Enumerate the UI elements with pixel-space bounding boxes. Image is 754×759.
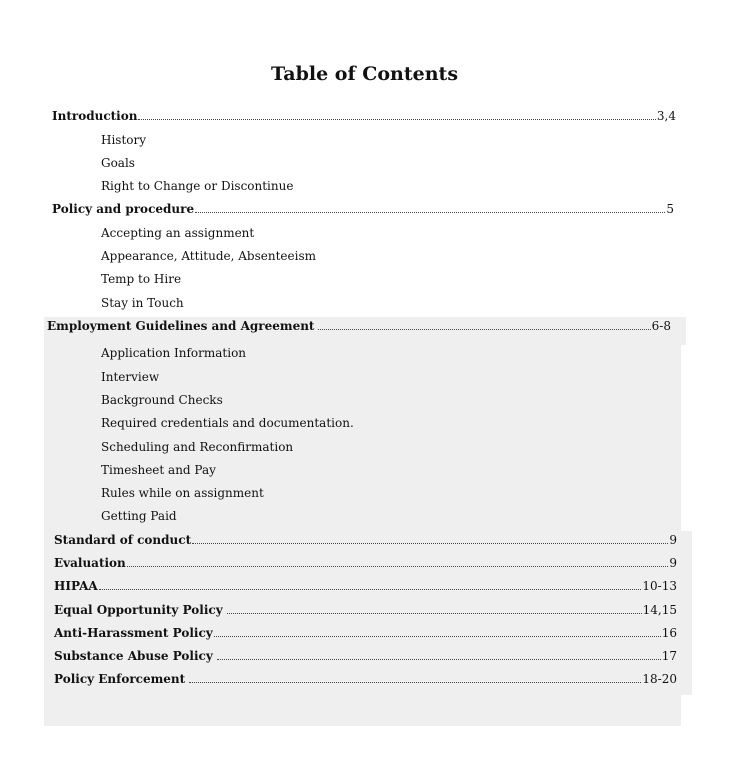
dot-leader <box>192 543 668 544</box>
toc-subentry[interactable]: Rules while on assignment <box>101 486 264 500</box>
toc-subentry[interactable]: Getting Paid <box>101 509 177 523</box>
toc-entry-policy[interactable] <box>52 200 674 218</box>
dot-leader <box>138 119 655 120</box>
toc-subentry[interactable]: Application Information <box>101 346 247 360</box>
toc-subentry[interactable]: Stay in Touch <box>101 296 184 310</box>
toc-entry-label: HIPAA <box>54 579 98 593</box>
dot-leader <box>214 636 661 637</box>
toc-subentry[interactable]: Timesheet and Pay <box>101 463 216 477</box>
toc-entry-label: Equal Opportunity Policy <box>54 603 223 617</box>
highlight-band <box>44 695 681 726</box>
toc-entry-introduction[interactable] <box>52 107 676 125</box>
toc-entry-label: Policy and procedure <box>52 202 195 216</box>
toc-entry-label: Substance Abuse Policy <box>54 649 213 663</box>
toc-page-number: 3,4 <box>656 109 676 123</box>
toc-entry-label: Employment Guidelines and Agreement <box>47 319 315 333</box>
toc-subentry[interactable]: Appearance, Attitude, Absenteeism <box>101 249 316 263</box>
toc-subentry[interactable]: Interview <box>101 370 160 384</box>
toc-entry-evaluation[interactable] <box>54 554 677 572</box>
toc-subentry[interactable]: Goals <box>101 156 135 170</box>
toc-entry-label: Introduction <box>52 109 138 123</box>
dot-leader <box>318 329 650 330</box>
toc-page-number: 9 <box>669 556 677 570</box>
toc-subentry[interactable]: Required credentials and documentation. <box>101 416 354 430</box>
dot-leader <box>189 682 641 683</box>
toc-subentry[interactable]: Scheduling and Reconfirmation <box>101 440 294 454</box>
toc-page-number: 9 <box>669 533 677 547</box>
toc-subentry[interactable]: History <box>101 133 147 147</box>
dot-leader <box>217 659 661 660</box>
toc-page-number: 10-13 <box>642 579 677 593</box>
toc-entry-label: Evaluation <box>54 556 126 570</box>
toc-entry-label: Anti-Harassment Policy <box>54 626 213 640</box>
toc-entry-anti-harassment[interactable] <box>54 624 677 642</box>
toc-page-number: 14,15 <box>642 603 677 617</box>
toc-page-number: 5 <box>666 202 674 216</box>
toc-entry-policy-enforcement[interactable] <box>54 670 677 688</box>
toc-page-number: 6-8 <box>651 319 671 333</box>
toc-subentry[interactable]: Accepting an assignment <box>101 226 255 240</box>
toc-entry-label: Standard of conduct <box>54 533 192 547</box>
toc-entry-label: Policy Enforcement <box>54 672 186 686</box>
toc-entry-standard-of-conduct[interactable] <box>54 531 677 549</box>
dot-leader <box>127 566 669 567</box>
toc-entry-hipaa[interactable] <box>54 577 677 595</box>
toc-subentry[interactable]: Background Checks <box>101 393 223 407</box>
toc-subentry[interactable]: Right to Change or Discontinue <box>101 179 294 193</box>
page-title: Table of Contents <box>270 63 459 85</box>
dot-leader <box>99 589 642 590</box>
toc-page-number: 16 <box>661 626 677 640</box>
dot-leader <box>195 212 665 213</box>
toc-entry-employment[interactable] <box>47 317 671 335</box>
dot-leader <box>227 613 642 614</box>
toc-page-number: 18-20 <box>642 672 677 686</box>
toc-entry-substance-abuse[interactable] <box>54 647 677 665</box>
toc-subentry[interactable]: Temp to Hire <box>101 272 182 286</box>
toc-entry-equal-opportunity[interactable] <box>54 601 677 619</box>
toc-page-number: 17 <box>661 649 677 663</box>
